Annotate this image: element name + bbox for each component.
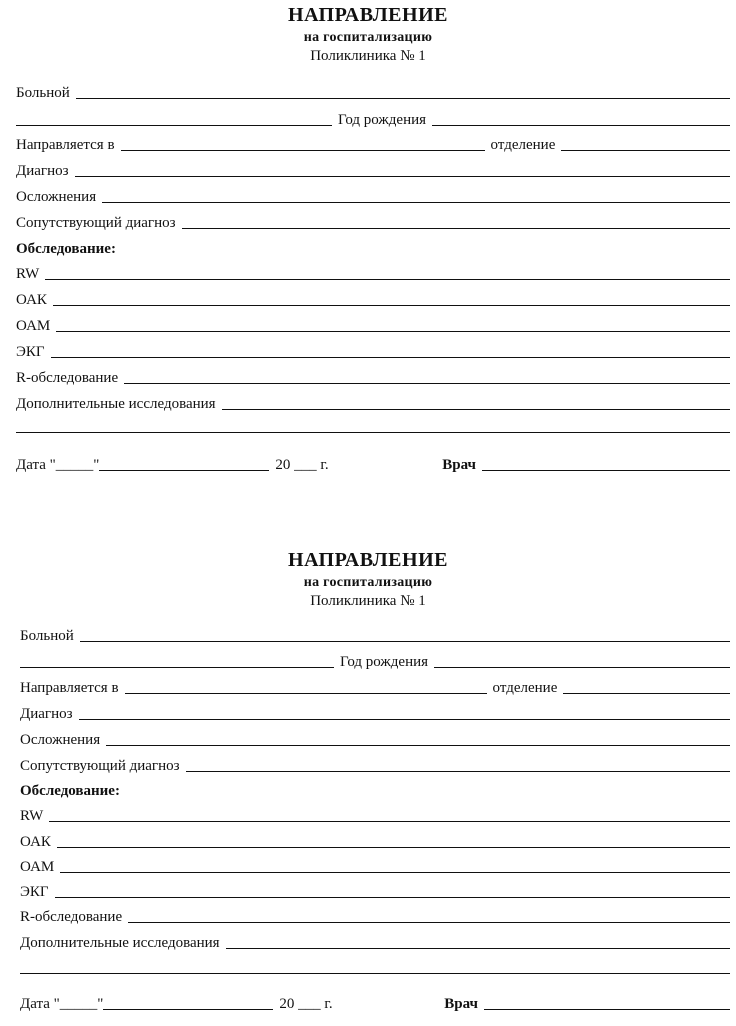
department-label: отделение — [490, 137, 556, 153]
form-title: НАПРАВЛЕНИЕ — [288, 4, 448, 26]
exam-extra-field[interactable] — [222, 409, 730, 410]
concomitant-label: Сопутствующий диагноз — [16, 215, 176, 231]
doctor-label: Врач — [444, 996, 478, 1012]
exam-oam-row — [20, 856, 730, 876]
department-field[interactable] — [561, 150, 730, 151]
patient-label: Больной — [20, 628, 74, 644]
form-title: НАПРАВЛЕНИЕ — [288, 549, 448, 571]
exam-ekg-label: ЭКГ — [20, 884, 49, 900]
date-label: Дата "_____" — [20, 996, 104, 1012]
exam-oam-label: ОАМ — [20, 859, 55, 875]
sent-to-label: Направляется в — [16, 137, 115, 153]
date-doctor-row — [20, 993, 730, 1013]
doctor-label: Врач — [442, 457, 476, 473]
patient-field[interactable] — [80, 641, 730, 642]
exam-r-label: R-обследование — [20, 909, 123, 925]
diagnosis-field[interactable] — [79, 719, 730, 720]
exam-r-field[interactable] — [128, 922, 730, 923]
exam-ekg-field[interactable] — [55, 897, 730, 898]
exam-oak-row — [16, 289, 730, 309]
exam-extra-continuation-row — [20, 957, 730, 977]
diagnosis-label: Диагноз — [20, 706, 73, 722]
exam-rw-field[interactable] — [45, 279, 730, 280]
patient-row — [16, 82, 730, 102]
birth-year-label: Год рождения — [340, 654, 429, 670]
exam-extra-field[interactable] — [226, 948, 730, 949]
birth-year-field[interactable] — [434, 667, 730, 668]
birth-year-field[interactable] — [432, 125, 730, 126]
diagnosis-row — [16, 160, 730, 180]
exam-rw-row — [20, 805, 730, 825]
diagnosis-row — [20, 703, 730, 723]
exam-ekg-row — [16, 341, 730, 361]
exam-extra-row — [20, 932, 730, 952]
exam-rw-row — [16, 263, 730, 283]
doctor-field[interactable] — [482, 470, 730, 471]
exam-oak-label: ОАК — [20, 834, 51, 850]
exam-extra-label: Дополнительные исследования — [16, 396, 216, 412]
exam-rw-label: RW — [16, 266, 40, 282]
clinic-name: Поликлиника № 1 — [310, 593, 426, 609]
concomitant-field[interactable] — [182, 228, 730, 229]
exam-rw-label: RW — [20, 808, 44, 824]
exam-extra-continuation-field[interactable] — [16, 432, 730, 433]
department-field[interactable] — [563, 693, 730, 694]
diagnosis-label: Диагноз — [16, 163, 69, 179]
exam-oak-row — [20, 831, 730, 851]
concomitant-field[interactable] — [186, 771, 730, 772]
complications-field[interactable] — [106, 745, 730, 746]
complications-label: Осложнения — [16, 189, 97, 205]
exam-oam-field[interactable] — [56, 331, 730, 332]
exam-extra-continuation-row — [16, 416, 730, 436]
sent-to-label: Направляется в — [20, 680, 119, 696]
patient-row — [20, 625, 730, 645]
exam-r-row — [16, 367, 730, 387]
exams-heading: Обследование: — [16, 241, 116, 257]
date-doctor-row — [16, 454, 730, 474]
exam-ekg-label: ЭКГ — [16, 344, 45, 360]
birth-year-row — [16, 109, 730, 129]
exam-extra-continuation-field[interactable] — [20, 973, 730, 974]
exam-r-label: R-обследование — [16, 370, 119, 386]
complications-row — [16, 186, 730, 206]
department-label: отделение — [492, 680, 558, 696]
exam-oam-field[interactable] — [60, 872, 730, 873]
exam-oam-label: ОАМ — [16, 318, 51, 334]
patient-name-continuation-field[interactable] — [16, 125, 332, 126]
sent-to-row — [16, 134, 730, 154]
exam-r-row — [20, 906, 730, 926]
exam-ekg-field[interactable] — [51, 357, 730, 358]
diagnosis-field[interactable] — [75, 176, 730, 177]
exam-extra-row — [16, 393, 730, 413]
concomitant-label: Сопутствующий диагноз — [20, 758, 180, 774]
patient-field[interactable] — [76, 98, 730, 99]
exam-oam-row — [16, 315, 730, 335]
complications-label: Осложнения — [20, 732, 101, 748]
birth-year-row — [20, 651, 730, 671]
exam-r-field[interactable] — [124, 383, 730, 384]
form-subtitle: на госпитализацию — [303, 575, 433, 590]
patient-label: Больной — [16, 85, 70, 101]
patient-name-continuation-field[interactable] — [20, 667, 334, 668]
date-label: Дата "_____" — [16, 457, 100, 473]
concomitant-row — [16, 212, 730, 232]
clinic-name: Поликлиника № 1 — [310, 48, 426, 64]
year-label: 20 ___ г. — [279, 996, 333, 1012]
complications-field[interactable] — [102, 202, 730, 203]
date-month-field[interactable] — [103, 1009, 273, 1010]
exam-oak-label: ОАК — [16, 292, 47, 308]
exam-oak-field[interactable] — [57, 847, 730, 848]
exams-heading-row — [20, 780, 730, 800]
doctor-field[interactable] — [484, 1009, 730, 1010]
exams-heading: Обследование: — [20, 783, 120, 799]
exam-rw-field[interactable] — [49, 821, 730, 822]
sent-to-field[interactable] — [121, 150, 485, 151]
complications-row — [20, 729, 730, 749]
exam-oak-field[interactable] — [53, 305, 730, 306]
sent-to-row — [20, 677, 730, 697]
sent-to-field[interactable] — [125, 693, 487, 694]
concomitant-row — [20, 755, 730, 775]
exam-extra-label: Дополнительные исследования — [20, 935, 220, 951]
exam-ekg-row — [20, 881, 730, 901]
date-month-field[interactable] — [99, 470, 269, 471]
form-subtitle: на госпитализацию — [303, 30, 433, 45]
year-label: 20 ___ г. — [275, 457, 329, 473]
birth-year-label: Год рождения — [338, 112, 427, 128]
exams-heading-row — [16, 238, 730, 258]
